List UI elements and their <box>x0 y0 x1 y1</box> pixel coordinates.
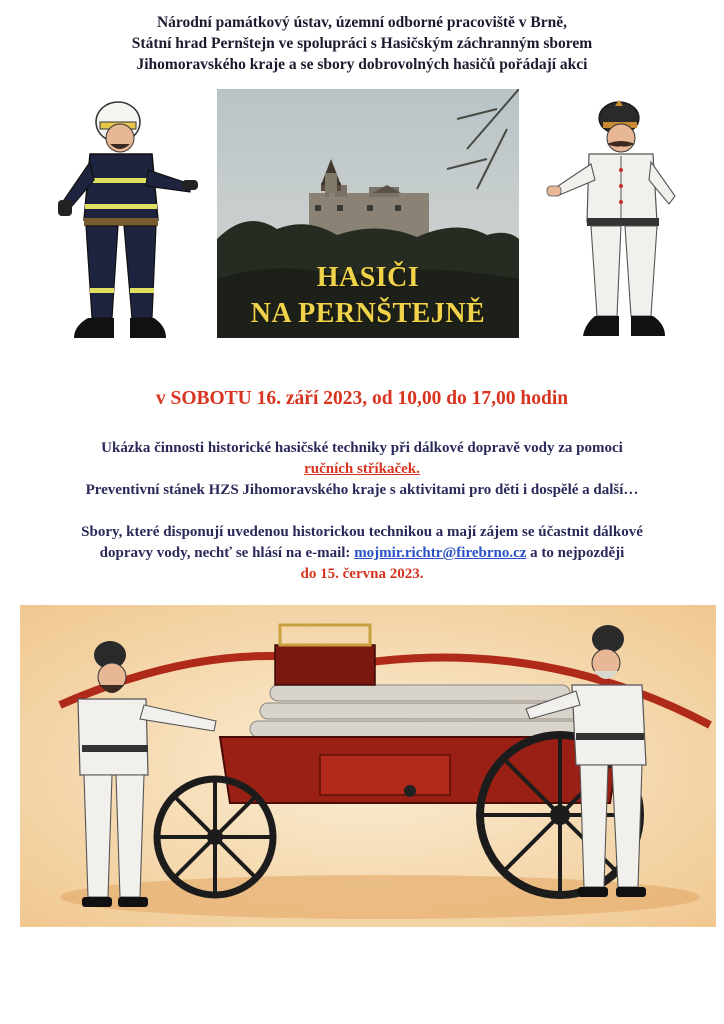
event-date: v SOBOTU 16. září 2023, od 10,00 do 17,00 hodin <box>155 388 569 409</box>
contact-email-link[interactable]: mojmir.richtr@firebrno.cz <box>354 545 527 561</box>
event-info <box>0 438 724 585</box>
castle-photo <box>217 89 519 338</box>
header-line-1: Národní památkový ústav, územní odborné pracoviště v Brně, <box>156 14 568 31</box>
info-line-4 <box>0 543 724 564</box>
organizer-header <box>0 12 724 75</box>
header-line-2: Státní hrad Pernštejn ve spolupráci s Hasičským záchranným sborem <box>131 35 593 52</box>
contact-prefix: dopravy vody, nechť se hlásí na e-mail: <box>99 545 351 561</box>
poster-title-line-2: NA PERNŠTEJNĚ <box>250 298 486 329</box>
contact-suffix: a to nejpozději <box>530 545 625 561</box>
info-line-2: Preventivní stánek HZS Jihomoravského kraje s aktivitami pro děti i dospělé a další… <box>85 482 639 498</box>
modern-firefighter-illustration <box>40 100 200 345</box>
info-line-1: Ukázka činnosti historické hasičské techniky při dálkové dopravě vody za pomoci <box>101 440 623 456</box>
info-line-3: Sbory, které disponují uvedenou historickou technikou a mají zájem se účastnit dálkové <box>81 524 643 540</box>
header-line-3: Jihomoravského kraje a se sbory dobrovolných hasičů pořádají akci <box>136 56 588 73</box>
poster-title <box>217 260 519 332</box>
historic-firefighter-illustration <box>545 100 695 342</box>
hand-pumps-highlight: ručních stříkaček. <box>304 461 420 477</box>
hand-pump-fire-engine-illustration <box>20 605 716 927</box>
registration-deadline: do 15. června 2023. <box>300 566 424 582</box>
poster-title-line-1: HASIČI <box>316 262 420 293</box>
fire-engine-illustration <box>20 605 716 927</box>
